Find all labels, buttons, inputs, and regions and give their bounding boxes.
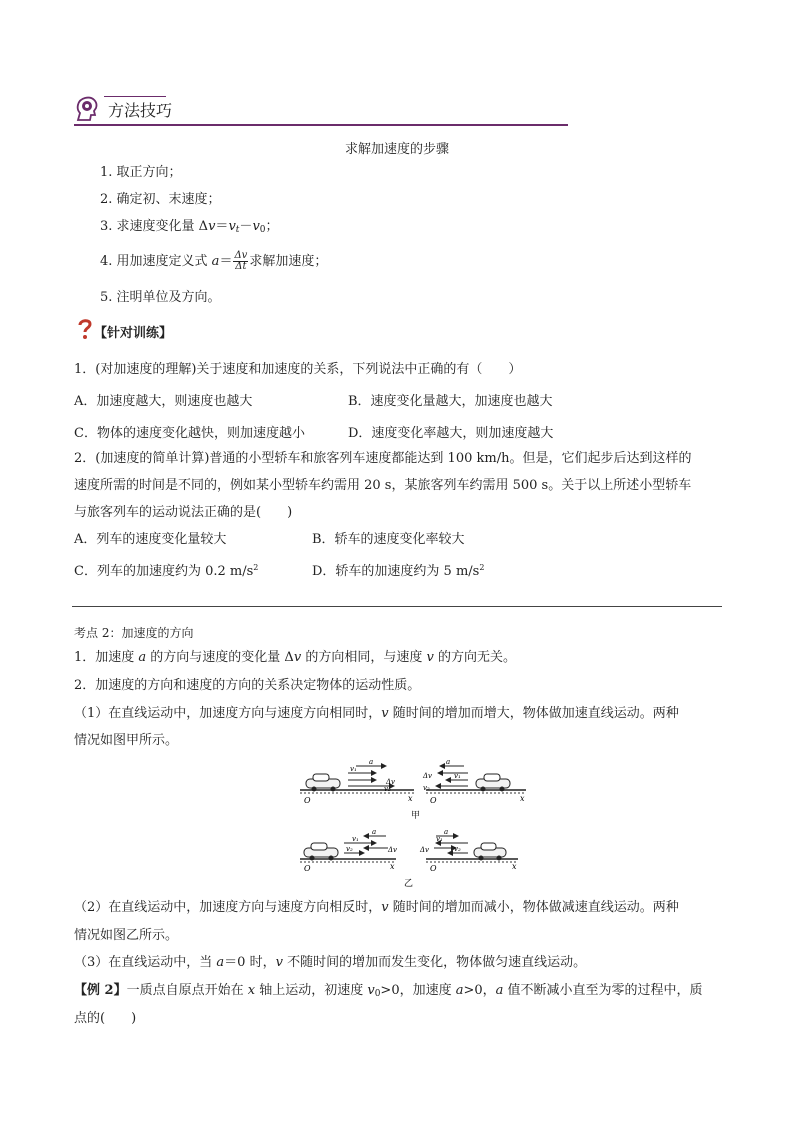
diagram-yi-left	[300, 828, 397, 873]
q1-stem: 1．(对加速度的理解)关于速度和加速度的关系，下列说法中正确的有（ ）	[74, 362, 522, 377]
q2-option-a: A．列车的速度变化量较大	[74, 532, 227, 547]
origin-label: O	[430, 864, 437, 873]
section2-p4-line2: 情况如图乙所示。	[74, 928, 179, 943]
q2-option-c: C．列车的加速度约为 0.2 $m/s^2$	[74, 563, 259, 579]
q1-option-c: C．物体的速度变化越快，则加速度越小	[74, 426, 305, 441]
origin-label: O	[304, 796, 311, 805]
origin-label: O	[304, 864, 311, 873]
section2-p3-line2: 情况如图甲所示。	[74, 733, 179, 748]
diagram-yi-right	[419, 828, 518, 873]
header-rule	[74, 124, 568, 126]
q1-option-b: B．速度变化量越大，加速度也越大	[348, 394, 553, 409]
dv-label: Δv	[423, 772, 433, 780]
q2-option-b: B．轿车的速度变化率较大	[312, 532, 465, 547]
label-yi: 乙	[404, 879, 414, 889]
label-jia: 甲	[411, 811, 421, 821]
dv-label: Δv	[388, 846, 398, 854]
section-title: 方法技巧	[108, 101, 173, 120]
diagram-jia-right	[422, 760, 526, 805]
q1-option-a: A．加速度越大，则速度也越大	[74, 394, 253, 409]
v1-label: v₁	[454, 772, 461, 780]
fraction: $\frac{\Delta v}{\Delta t}$	[234, 250, 248, 272]
section2-p1: 1．加速度 a 的方向与速度的变化量 Δv 的方向相同，与速度 v 的方向无关。	[74, 650, 516, 665]
v1-label: v₁	[350, 765, 357, 773]
v2-label: v₂	[454, 845, 461, 853]
x-axis-label: x	[408, 794, 413, 803]
section2-p4: （2）在直线运动中，加速度方向与速度方向相反时，v 随时间的增加而减小，物体做减速直线运动。两种	[74, 900, 679, 915]
step-4: 4. 用加速度定义式 a＝ $\frac{\Delta v}{\Delta t}$ 求解加速度；	[100, 250, 328, 272]
head-gear-icon	[74, 96, 100, 122]
origin-label: O	[430, 796, 437, 805]
section2-title: 考点 2：加速度的方向	[74, 626, 194, 640]
dv-label: Δv	[386, 778, 396, 786]
a-label: a	[369, 760, 374, 766]
section-divider	[72, 606, 722, 607]
q2-line-1: 2．(加速度的简单计算)普通的小型轿车和旅客列车速度都能达到 100 km/h。但是，它们起步后达到这样的	[74, 451, 692, 466]
x-axis-label: x	[390, 862, 395, 871]
x-axis-label: x	[520, 794, 525, 803]
q1-option-d: D．速度变化率越大，则加速度越大	[348, 426, 554, 441]
a-label: a	[372, 828, 377, 836]
step-1: 1. 取正方向；	[100, 165, 182, 180]
training-title: 【针对训练】	[94, 326, 173, 341]
example-2: 【例 2】一质点自原点开始在 x 轴上运动，初速度 $v_0>0$，加速度 a>0，a 值不断减小直至为零的过程中，质	[74, 983, 703, 999]
section2-p3: （1）在直线运动中，加速度方向与速度方向相同时，v 随时间的增加而增大，物体做加速直线运动。两种	[74, 706, 679, 721]
a-label: a	[444, 828, 449, 836]
step-3: 3. 求速度变化量 $\Delta v=v_t-v_0$；	[100, 219, 279, 235]
q2-option-d: D．轿车的加速度约为 5 $m/s^2$	[312, 563, 485, 579]
v1-label: v₁	[436, 835, 443, 843]
q2-line-2: 速度所需的时间是不同的，例如某小型轿车约需用 20 s，某旅客列车约需用 500 s。关于以上所述小型轿车	[74, 478, 692, 493]
q2-line-3: 与旅客列车的运动说法正确的是( )	[74, 505, 293, 520]
section2-p2: 2．加速度的方向和速度的方向的关系决定物体的运动性质。	[74, 678, 421, 693]
diagram-jia-left	[300, 760, 414, 805]
v2-label: v₂	[384, 785, 391, 793]
question-mark-icon	[76, 318, 94, 340]
v2-label: v₂	[346, 845, 353, 853]
a-label: a	[446, 760, 451, 766]
x-axis-label: x	[512, 862, 517, 871]
v1-label: v₁	[352, 835, 359, 843]
step-5: 5. 注明单位及方向。	[100, 290, 221, 305]
v2-label: v₂	[423, 784, 430, 792]
step-2: 2. 确定初、末速度；	[100, 192, 221, 207]
header-top-rule	[104, 96, 166, 97]
section2-p5: （3）在直线运动中，当 a＝0 时，v 不随时间的增加而发生变化，物体做匀速直线运动。	[74, 955, 587, 970]
dv-label: Δv	[420, 846, 430, 854]
steps-title: 求解加速度的步骤	[344, 142, 449, 157]
example-2-line2: 点的( )	[74, 1011, 137, 1026]
motion-diagram	[296, 760, 536, 890]
